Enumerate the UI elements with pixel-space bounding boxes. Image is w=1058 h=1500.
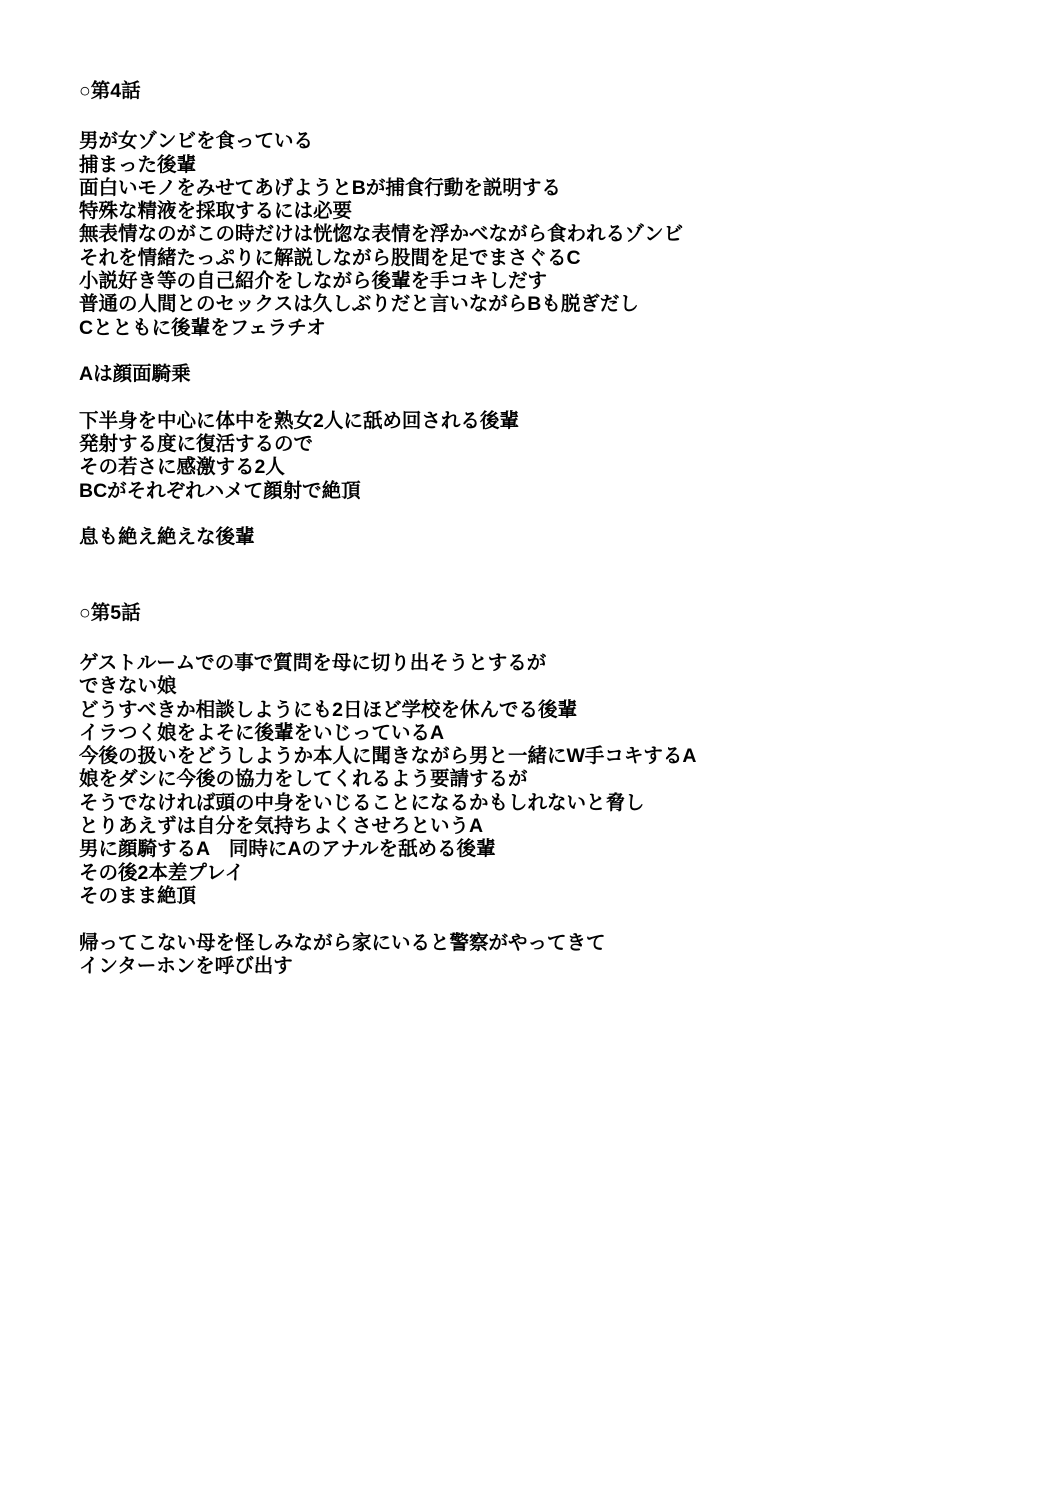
text-line: BCがそれぞれハメて顔射で絶頂 — [79, 479, 361, 502]
section-heading: ○第5話 — [79, 601, 141, 624]
section-heading: ○第4話 — [79, 80, 141, 102]
text-line: 面白いモノをみせてあげようとBが捕食行動を説明する — [79, 176, 561, 199]
text-line: 普通の人間とのセックスは久しぶりだと言いながらBも脱ぎだし — [79, 293, 639, 316]
text-line: そのまま絶頂 — [79, 884, 197, 907]
text-line: どうすべきか相談しようにも2日ほど学校を休んでる後輩 — [79, 698, 577, 721]
text-line: Aは顔面騎乗 — [79, 363, 191, 386]
paragraph — [79, 932, 998, 979]
document-content — [79, 80, 998, 978]
document-section — [79, 80, 998, 550]
text-line: 無表情なのがこの時だけは恍惚な表情を浮かべながら食われるゾンビ — [79, 223, 684, 246]
paragraph — [79, 130, 998, 340]
text-line: 息も絶え絶えな後輩 — [79, 526, 255, 549]
text-line: 帰ってこない母を怪しみながら家にいると警察がやってきて — [79, 931, 606, 954]
text-line: 小説好き等の自己紹介をしながら後輩を手コキしだす — [79, 270, 548, 293]
text-line: イラつく娘をよそに後輩をいじっているA — [79, 721, 445, 744]
text-line: 下半身を中心に体中を熟女2人に舐め回される後輩 — [79, 409, 519, 432]
text-line: その後2本差プレイ — [79, 861, 245, 884]
paragraph — [79, 410, 998, 503]
paragraph — [79, 652, 998, 908]
text-line: 今後の扱いをどうしようか本人に聞きながら男と一緒にW手コキするA — [79, 745, 697, 768]
text-line: 娘をダシに今後の協力をしてくれるよう要請するが — [79, 768, 528, 791]
paragraph — [79, 363, 998, 386]
text-line: とりあえずは自分を気持ちよくさせろというA — [79, 815, 484, 838]
text-line: 男に顔騎するA 同時にAのアナルを舐める後輩 — [79, 838, 496, 861]
text-line: 男が女ゾンビを食っている — [79, 130, 314, 153]
text-line: 特殊な精液を採取するには必要 — [79, 200, 353, 223]
text-line: 発射する度に復活するので — [79, 433, 314, 456]
text-line: ゲストルームでの事で質問を母に切り出そうとするが — [79, 651, 547, 674]
text-line: できない娘 — [79, 675, 177, 698]
paragraph — [79, 526, 998, 549]
text-line: そうでなければ頭の中身をいじることになるかもしれないと脅し — [79, 791, 645, 814]
text-line: Cとともに後輩をフェラチオ — [79, 316, 326, 339]
text-line: その若さに感激する2人 — [79, 456, 285, 479]
text-line: インターホンを呼び出す — [79, 954, 293, 977]
text-line: それを情緒たっぷりに解説しながら股間を足でまさぐるC — [79, 246, 581, 269]
text-line: 捕まった後輩 — [79, 153, 197, 176]
document-section — [79, 602, 998, 978]
